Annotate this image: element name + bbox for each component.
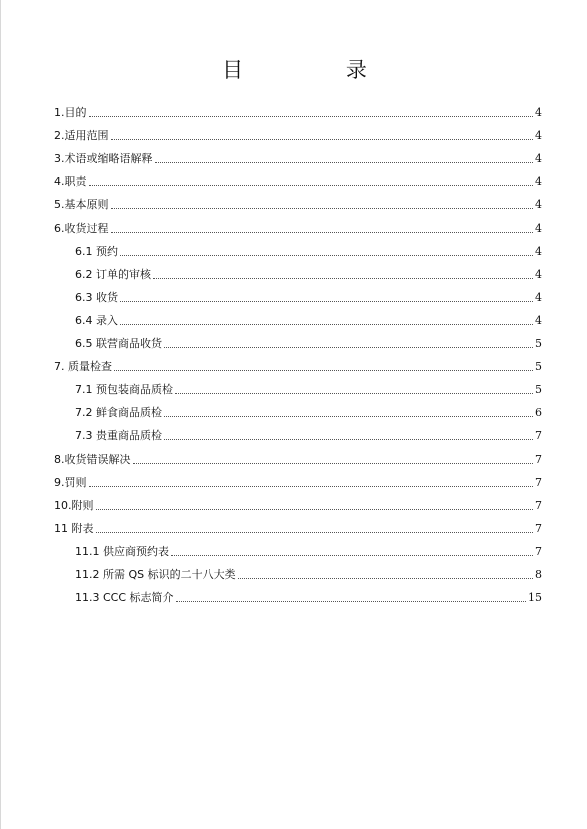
toc-entry-page-number: 8: [535, 568, 542, 581]
toc-entry-label: 2.适用范围: [54, 129, 109, 143]
toc-entry-page-number: 15: [528, 591, 542, 605]
toc-entry-page-number: 4: [535, 152, 542, 166]
toc-dot-leader: [111, 138, 534, 140]
toc-entry-label: 5.基本原则: [54, 198, 109, 212]
toc-entry-page-number: 4: [535, 106, 542, 119]
toc-entry-label: 6.5 联营商品收货: [75, 337, 162, 350]
toc-dot-leader: [111, 207, 534, 209]
toc-entry-label: 6.1 预约: [75, 244, 118, 258]
toc-entry-label: 7.3 贵重商品质检: [75, 429, 162, 443]
toc-entry[interactable]: [54, 493, 542, 513]
toc-entry[interactable]: [75, 423, 542, 443]
toc-entry[interactable]: [54, 123, 542, 143]
toc-entry[interactable]: [75, 285, 542, 305]
toc-entry-page-number: 4: [535, 175, 542, 189]
toc-entry-page-number: 7: [535, 544, 542, 558]
toc-entry[interactable]: [75, 400, 542, 420]
toc-entry[interactable]: [54, 169, 542, 189]
toc-dot-leader: [164, 438, 533, 440]
toc-entry-label: 4.职责: [54, 175, 87, 189]
toc-entry-label: 3.术语或缩略语解释: [54, 152, 153, 166]
toc-dot-leader: [175, 392, 533, 394]
toc-entry-page-number: 7: [535, 475, 542, 489]
toc-dot-leader: [176, 600, 526, 602]
toc-entry[interactable]: [75, 585, 542, 605]
toc-entry[interactable]: [75, 377, 542, 397]
toc-dot-leader: [96, 508, 534, 510]
toc-entry-page-number: 7: [535, 498, 542, 512]
toc-dot-leader: [96, 531, 534, 533]
toc-dot-leader: [155, 161, 534, 163]
toc-entry-label: 7.1 预包装商品质检: [75, 383, 173, 397]
toc-entry[interactable]: [75, 262, 542, 282]
toc-entry[interactable]: [75, 331, 542, 351]
toc-dot-leader: [164, 415, 533, 417]
toc-entry-page-number: 7: [535, 452, 542, 466]
toc-entry-label: 7. 质量检查: [54, 360, 112, 374]
toc-title: 目 录: [222, 58, 415, 82]
toc-dot-leader: [89, 485, 534, 487]
toc-entry-page-number: 5: [535, 360, 542, 374]
toc-dot-leader: [238, 577, 533, 579]
toc-entry-page-number: 7: [535, 521, 542, 535]
toc-entry-page-number: 4: [535, 313, 542, 327]
toc-entry[interactable]: [54, 470, 542, 490]
toc-entry-page-number: 6: [535, 406, 542, 420]
toc-dot-leader: [120, 323, 533, 325]
toc-entry[interactable]: [54, 516, 542, 536]
toc-entry[interactable]: [75, 239, 542, 259]
toc-entry-page-number: 4: [535, 244, 542, 258]
toc-entry-page-number: 5: [535, 337, 542, 350]
toc-entry-label: 11.2 所需 QS 标识的二十八大类: [75, 568, 236, 581]
toc-dot-leader: [133, 462, 534, 464]
toc-entry-page-number: 4: [535, 290, 542, 304]
toc-dot-leader: [164, 346, 533, 348]
toc-entry[interactable]: [75, 539, 542, 559]
toc-entry-label: 11.3 CCC 标志简介: [75, 591, 174, 605]
toc-entry-page-number: 4: [535, 129, 542, 143]
toc-entry[interactable]: [54, 146, 542, 166]
toc-entry-label: 6.2 订单的审核: [75, 267, 151, 281]
toc-entry-label: 6.收货过程: [54, 221, 109, 235]
toc-dot-leader: [120, 300, 533, 302]
toc-entry-label: 11 附表: [54, 521, 94, 535]
toc-dot-leader: [89, 184, 534, 186]
toc-entry[interactable]: [54, 100, 542, 120]
toc-entry-label: 8.收货错误解决: [54, 452, 131, 466]
toc-dot-leader: [111, 231, 534, 233]
toc-entry-page-number: 4: [535, 198, 542, 212]
toc-entry-page-number: 5: [535, 383, 542, 397]
toc-entry[interactable]: [75, 562, 542, 582]
toc-entry-label: 7.2 鲜食商品质检: [75, 406, 162, 420]
toc-entry[interactable]: [54, 447, 542, 467]
toc-entry-page-number: 7: [535, 429, 542, 443]
toc-entry-page-number: 4: [535, 221, 542, 235]
toc-dot-leader: [153, 277, 533, 279]
toc-entry[interactable]: [54, 216, 542, 236]
toc-entry-page-number: 4: [535, 267, 542, 281]
toc-entry-label: 6.4 录入: [75, 313, 118, 327]
toc-entry-label: 6.3 收货: [75, 290, 118, 304]
toc-entry[interactable]: [54, 192, 542, 212]
toc-entry[interactable]: [54, 354, 542, 374]
toc-entry-label: 11.1 供应商预约表: [75, 544, 169, 558]
toc-entry-label: 9.罚则: [54, 475, 87, 489]
toc-entry[interactable]: [75, 308, 542, 328]
toc-entry-label: 1.目的: [54, 106, 87, 119]
toc-dot-leader: [171, 554, 533, 556]
toc-dot-leader: [89, 115, 534, 117]
toc-dot-leader: [120, 254, 533, 256]
toc-entry-label: 10.附则: [54, 498, 94, 512]
toc-dot-leader: [114, 369, 533, 371]
